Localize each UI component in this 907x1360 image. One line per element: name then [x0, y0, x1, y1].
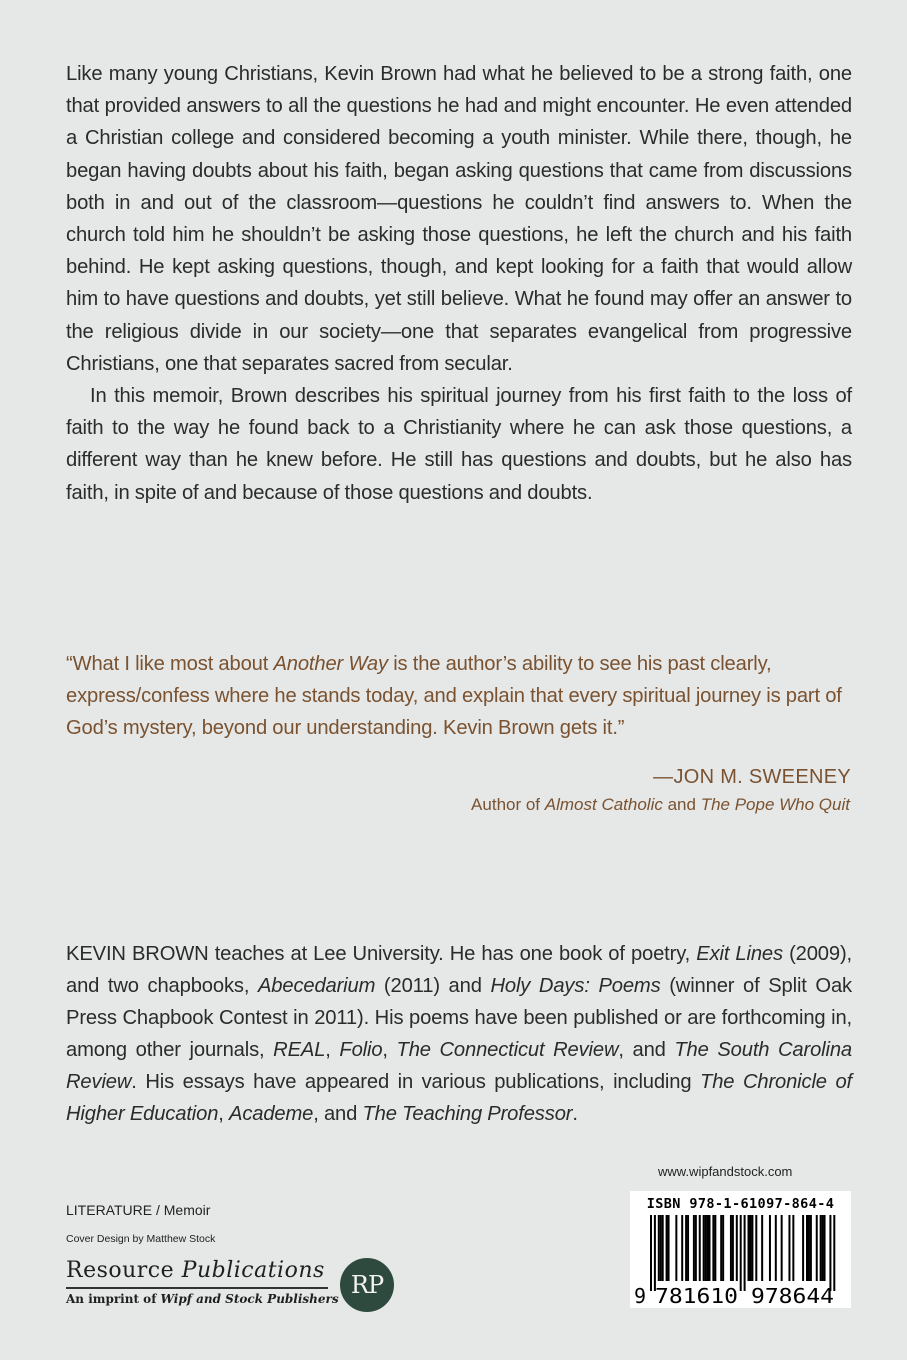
- barcode-bar: [820, 1215, 822, 1281]
- barcode-bar: [693, 1215, 695, 1281]
- barcode-bar: [675, 1215, 677, 1281]
- barcode-bar: [769, 1215, 771, 1281]
- publisher-logo: [66, 1258, 396, 1318]
- barcode-bar: [816, 1215, 818, 1281]
- blurb-paragraph-1: Like many young Christians, Kevin Brown had what he believed to be a strong faith, one that provided answers to all the questions he had and might encounter. He even attended a Christian college and considered becoming a youth minister. While there, though, he began having doubts about his faith, began asking questions that came from discussions both in and out of the classroom—questions he couldn’t find answers to. When the church told him he shouldn’t be asking those questions, he left the church and his faith behind. He kept asking questions, though, and kept looking for a faith that would allow him to have questions and doubts, yet still believe. What he found may offer an answer to the religious divide in our society—one that separates evangelical from progressive Christians, one that separates sacred from secular.: [66, 63, 852, 375]
- endorsement-quote: “What I like most about Another Way is the author’s ability to see his past clearly, express/confess where he stands today, and explain that every spiritual journey is part of God’s mystery, beyond our understanding. Kevin Brown gets it.”: [66, 653, 842, 739]
- barcode-bars: [650, 1215, 835, 1291]
- author-bio: KEVIN BROWN teaches at Lee University. He has one book of poetry, Exit Lines (2009), and two chapbooks, Abecedarium (2011) and Holy Days: Poems (winner of Split Oak Press Chapbook Contest in 2011). His poems have been published or are forthcoming in, among other journals, REAL, Folio, The Connecticut Review, and The South Carolina Review. His essays have appeared in various publications, including The Chronicle of Higher Education, Academe, and The Teaching Professor.: [66, 943, 852, 1125]
- barcode-bar: [660, 1215, 662, 1281]
- barcode-bar: [730, 1215, 732, 1281]
- barcode-bar: [699, 1215, 701, 1281]
- barcode-first-digit: 9: [634, 1284, 647, 1308]
- publisher-rule: [66, 1287, 328, 1289]
- barcode-bar: [658, 1215, 660, 1281]
- barcode-left-digits: 781610: [655, 1284, 738, 1308]
- barcode-bar: [775, 1215, 777, 1281]
- barcode-bar: [749, 1215, 751, 1281]
- barcode-bar: [761, 1215, 763, 1281]
- barcode-bar: [732, 1215, 734, 1281]
- barcode-bar: [695, 1215, 697, 1281]
- barcode-bar: [666, 1215, 668, 1281]
- barcode-bar: [722, 1215, 724, 1281]
- publisher-imprint: An imprint of Wipf and Stock Publishers: [66, 1292, 339, 1306]
- barcode-bar: [792, 1215, 794, 1281]
- isbn-label: ISBN 978-1-61097-864-4: [646, 1196, 835, 1212]
- barcode-bar: [829, 1215, 831, 1291]
- barcode-bar: [707, 1215, 709, 1281]
- book-category: LITERATURE / Memoir: [66, 1202, 211, 1218]
- barcode-bar: [714, 1215, 716, 1281]
- cover-design-credit: Cover Design by Matthew Stock: [66, 1233, 216, 1245]
- barcode-bar: [808, 1215, 810, 1281]
- barcode-bar: [810, 1215, 812, 1281]
- barcode-bar: [751, 1215, 753, 1281]
- barcode-bar: [709, 1215, 711, 1281]
- barcode-bar: [720, 1215, 722, 1281]
- barcode-bar: [687, 1215, 689, 1281]
- barcode-bar: [824, 1215, 826, 1281]
- barcode-graphic: [630, 1191, 851, 1308]
- publisher-website: www.wipfandstock.com: [658, 1164, 793, 1179]
- barcode-bar: [802, 1215, 804, 1281]
- barcode-bar: [781, 1215, 783, 1281]
- barcode-bar: [705, 1215, 707, 1281]
- barcode-bar: [748, 1215, 750, 1281]
- endorser-credentials: Author of Almost Catholic and The Pope Who Quit: [471, 795, 850, 814]
- barcode-bar: [740, 1215, 742, 1291]
- isbn-barcode: [630, 1191, 851, 1308]
- barcode-bar: [685, 1215, 687, 1281]
- barcode-bar: [736, 1215, 738, 1281]
- barcode-bar: [833, 1215, 835, 1291]
- barcode-bar: [650, 1215, 652, 1291]
- endorser-name: —JON M. SWEENEY: [653, 766, 851, 788]
- barcode-bar: [788, 1215, 790, 1281]
- barcode-bar: [712, 1215, 714, 1281]
- barcode-right-digits: 978644: [751, 1284, 834, 1308]
- barcode-bar: [654, 1215, 656, 1291]
- barcode-bar: [806, 1215, 808, 1281]
- barcode-bar: [755, 1215, 757, 1281]
- barcode-bar: [703, 1215, 705, 1281]
- quoted-book-title: Another Way: [273, 653, 388, 675]
- barcode-bar: [681, 1215, 683, 1281]
- blurb-paragraph-2: In this memoir, Brown describes his spiritual journey from his first faith to the loss of faith to the way he found back to a Christianity where he can ask those questions, a different way than he knew before. He still has questions and doubts, but he also has faith, in spite of and because of those questions and doubts.: [66, 385, 852, 504]
- publisher-name: Resource Publications: [66, 1258, 325, 1283]
- barcode-bar: [662, 1215, 664, 1281]
- description-blurb: [66, 58, 852, 509]
- barcode-bar: [822, 1215, 824, 1281]
- rp-badge-icon: RP: [340, 1258, 394, 1312]
- barcode-bar: [668, 1215, 670, 1281]
- barcode-bar: [744, 1215, 746, 1291]
